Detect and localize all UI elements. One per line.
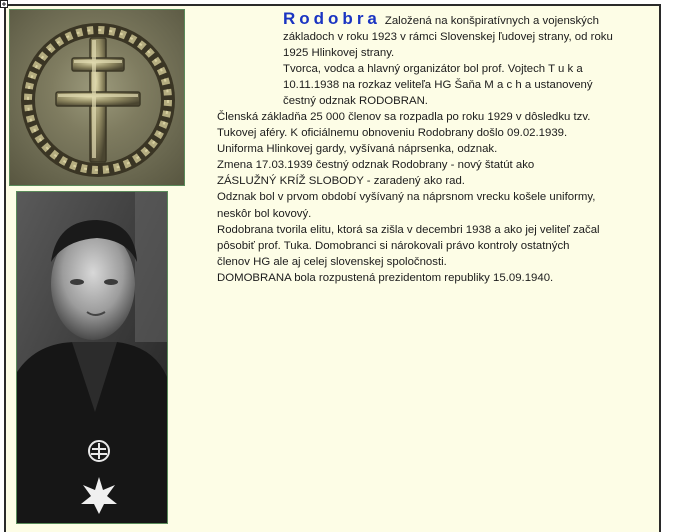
body-line: členov HG ale aj celej slovenskej spoločnosti.: [217, 255, 447, 268]
resize-handle-icon[interactable]: [0, 0, 8, 8]
intro-text: [283, 11, 643, 110]
body-line: Tukovej aféry. K oficiálnemu obnoveniu Rodobrany došlo 09.02.1939.: [217, 127, 568, 140]
body-line: Rodobrana tvorila elitu, ktorá sa zišla v decembri 1938 a ako jej veliteľ začal: [217, 223, 600, 236]
body-line: ZÁSLUŽNÝ KRÍŽ SLOBODY - zaradený ako rad.: [217, 175, 465, 188]
intro-line: Tvorca, vodca a hlavný organizátor bol prof. Vojtech T u k a: [283, 63, 583, 76]
portrait-photo: [16, 191, 168, 524]
body-text: [217, 109, 637, 286]
body-line: Odznak bol v prvom období vyšívaný na náprsnom vrecku košele uniformy,: [217, 191, 596, 204]
intro-line: čestný odznak RODOBRAN.: [283, 95, 428, 108]
body-line: pôsobiť prof. Tuka. Domobranci si nárokovali právo kontroly ostatných: [217, 239, 570, 252]
badge-photo: [9, 9, 185, 186]
intro-line: 10.11.1938 na rozkaz veliteľa HG Šaňa M a c h a ustanovený: [283, 79, 593, 92]
intro-line: základoch v roku 1923 v rámci Slovenskej ľudovej strany, od roku: [283, 31, 613, 44]
article-title: Rodobra: [283, 9, 381, 28]
body-line: Uniforma Hlinkovej gardy, vyšívaná náprsenka, odznak.: [217, 143, 498, 156]
double-cross-wreath-icon: [10, 10, 185, 186]
body-line: neskôr bol kovový.: [217, 207, 312, 220]
intro-line: 1925 Hlinkovej strany.: [283, 47, 395, 60]
portrait-photo-image: [17, 192, 168, 524]
intro-first-line: Založená na konšpiratívnych a vojenských: [384, 15, 599, 27]
body-line: DOMOBRANA bola rozpustená prezidentom republiky 15.09.1940.: [217, 271, 554, 284]
body-line: Zmena 17.03.1939 čestný odznak Rodobrany - nový štatút ako: [217, 159, 535, 172]
body-line: Členská základňa 25 000 členov sa rozpadla po roku 1929 v dôsledku tzv.: [217, 111, 591, 123]
